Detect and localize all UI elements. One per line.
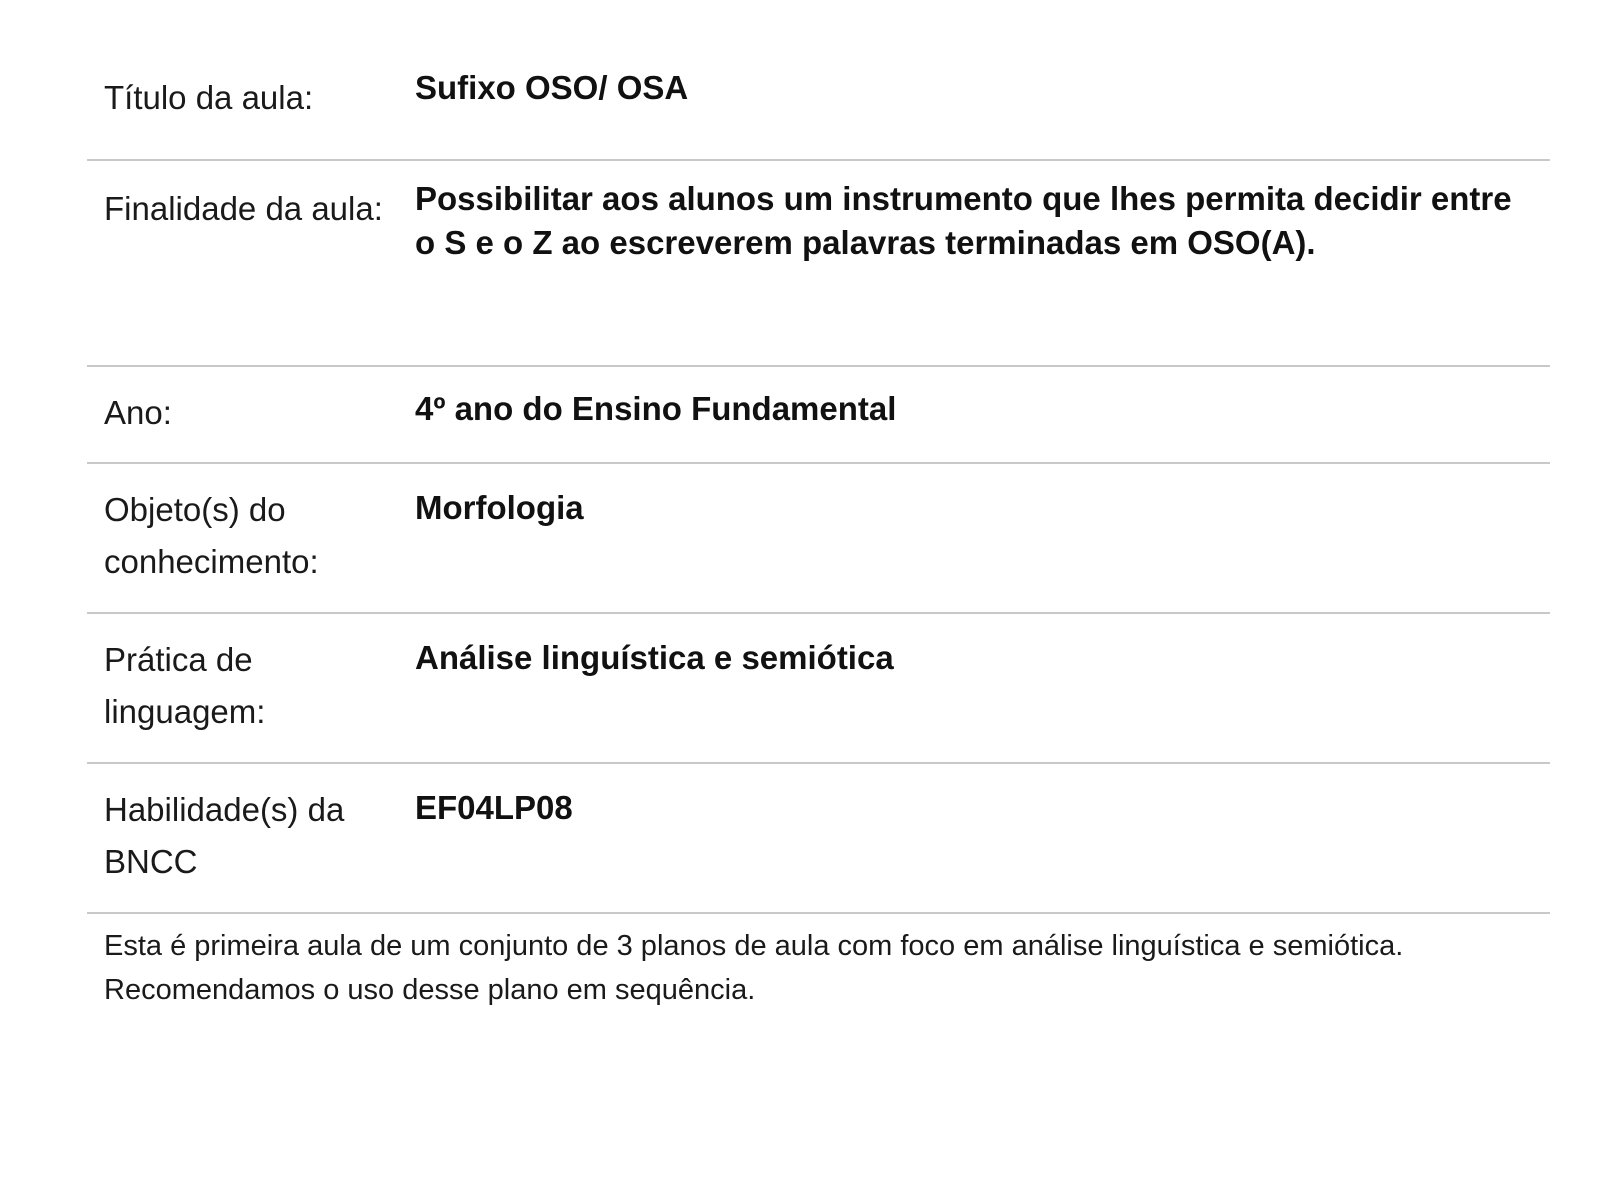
plan-note: Esta é primeira aula de um conjunto de 3 planos de aula com foco em análise linguística e semiótica. Recomendamos o uso desse plano em sequência. — [104, 930, 1404, 1006]
row-label: Ano: — [104, 394, 172, 431]
row-label: Prática de linguagem: — [104, 641, 266, 730]
table-row-titulo — [87, 52, 1550, 161]
table-row-pratica — [87, 614, 1550, 764]
row-value: Sufixo OSO/ OSA — [415, 69, 689, 106]
lesson-plan-table — [87, 52, 1550, 914]
table-row-finalidade — [87, 161, 1550, 367]
row-value: Possibilitar aos alunos um instrumento que lhes permita decidir entre o S e o Z ao escreverem palavras terminadas em OSO(A). — [415, 180, 1512, 261]
row-label: Habilidade(s) da BNCC — [104, 791, 345, 880]
row-label: Finalidade da aula: — [104, 190, 383, 227]
table-row-habilidade — [87, 764, 1550, 914]
row-label: Título da aula: — [104, 79, 314, 116]
row-value: 4º ano do Ensino Fundamental — [415, 390, 897, 427]
table-row-objeto — [87, 464, 1550, 614]
row-value: EF04LP08 — [415, 789, 573, 826]
table-row-ano — [87, 367, 1550, 464]
row-label: Objeto(s) do conhecimento: — [104, 491, 319, 580]
row-value: Análise linguística e semiótica — [415, 639, 894, 676]
row-value: Morfologia — [415, 489, 584, 526]
